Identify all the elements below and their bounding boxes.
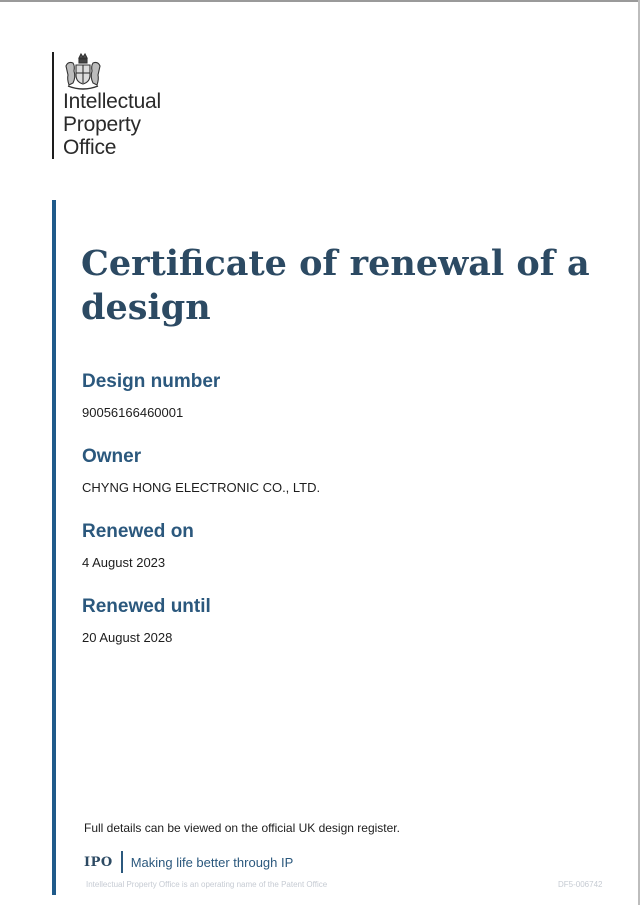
org-name (63, 90, 161, 159)
register-note: Full details can be viewed on the official UK design register. (84, 821, 400, 835)
owner-value: CHYNG HONG ELECTRONIC CO., LTD. (82, 480, 321, 495)
tagline: Making life better through IP (130, 854, 294, 870)
renewed-until-label: Renewed until (82, 596, 211, 617)
renewed-on-section (82, 521, 194, 570)
design-number-value: 90056166460001 (82, 405, 184, 420)
owner-section (82, 446, 320, 495)
fine-print: Intellectual Property Office is an operating name of the Patent Office (86, 880, 328, 889)
renewed-until-value: 20 August 2028 (82, 630, 173, 645)
renewed-until-section (82, 596, 211, 645)
tagline-divider (121, 851, 123, 873)
scan-edge-top (0, 0, 640, 2)
design-number-section (82, 371, 220, 420)
certificate-title: Certificate of renewal of a design (81, 243, 590, 328)
design-number-label: Design number (82, 371, 221, 392)
renewed-on-label: Renewed on (82, 521, 194, 542)
org-name-line-1: Intellectual (63, 90, 161, 113)
form-code: DF5-006742 (558, 880, 603, 889)
accent-bar (52, 200, 56, 895)
renewed-on-value: 4 August 2023 (82, 555, 166, 570)
ipo-tagline-row (84, 850, 293, 874)
logo-divider (52, 52, 54, 159)
royal-coat-of-arms-icon (62, 52, 104, 92)
org-name-line-3: Office (63, 136, 117, 159)
owner-label: Owner (82, 446, 142, 467)
org-name-line-2: Property (63, 113, 141, 136)
ipo-mark: IPO (84, 854, 113, 870)
